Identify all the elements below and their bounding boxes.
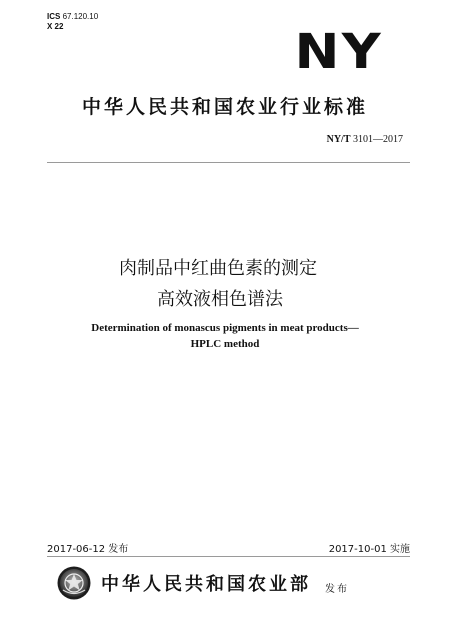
standard-number	[327, 134, 403, 145]
document-title-cn-line1: 肉制品中红曲色素的测定	[119, 258, 317, 279]
ics-code: 67.120.10	[62, 12, 99, 21]
document-title-cn	[0, 253, 450, 315]
ny-logo: NY	[294, 24, 383, 80]
class-code: X 22	[47, 22, 64, 31]
document-title-en	[0, 320, 450, 352]
standard-category-title: 中华人民共和国农业行业标准	[81, 96, 368, 118]
document-title-en-line2: HPLC method	[190, 338, 260, 350]
implement-date: 2017-10-01 实施	[328, 544, 410, 555]
publish-date: 2017-06-12 发布	[47, 544, 129, 555]
header-divider	[47, 162, 410, 163]
issuing-authority: 中华人民共和国农业部	[101, 574, 311, 595]
document-title-en-line1: Determination of monascus pigments in meat products—	[91, 322, 359, 334]
footer-divider	[47, 556, 410, 557]
ics-label: ICS	[47, 12, 61, 21]
standard-number-value: 3101—2017	[353, 134, 403, 145]
standard-number-prefix: NY/T	[326, 134, 351, 145]
ministry-seal-icon	[57, 566, 91, 600]
ics-line	[47, 12, 98, 22]
classification-block	[47, 12, 98, 32]
issue-word: 发布	[325, 584, 349, 595]
document-title-cn-line2: 高效液相色谱法	[157, 289, 283, 310]
